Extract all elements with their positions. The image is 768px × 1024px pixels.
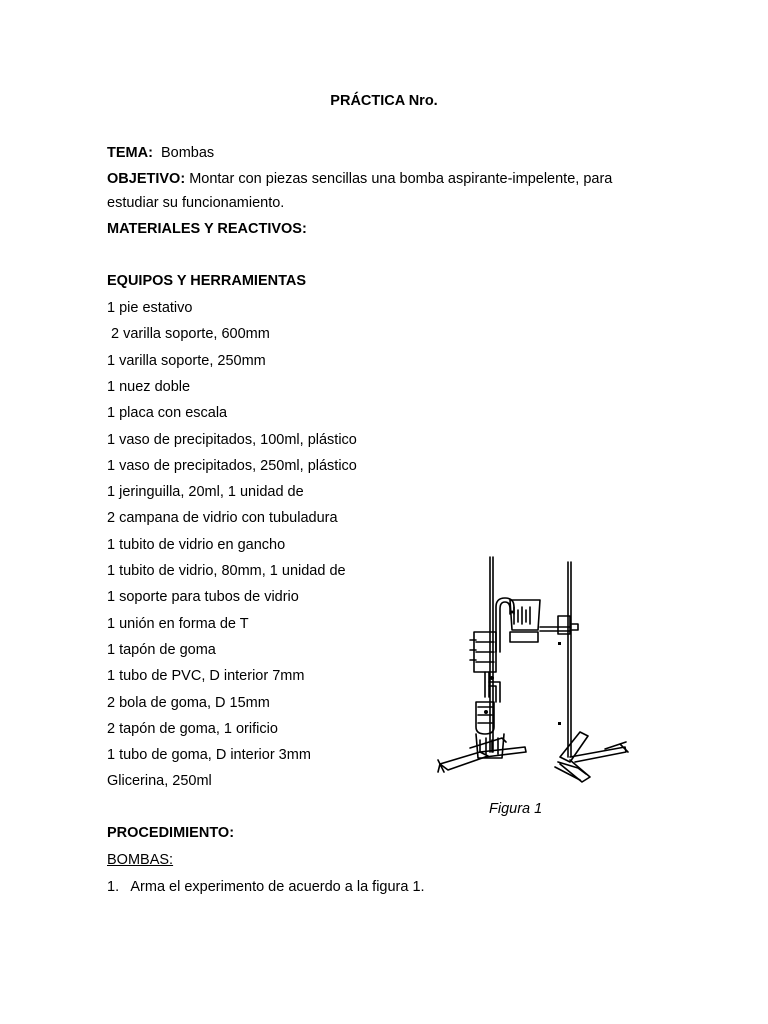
equipo-item: 2 varilla soporte, 600mm: [107, 326, 270, 342]
equipo-item: 1 varilla soporte, 250mm: [107, 353, 266, 369]
equipos-heading: EQUIPOS Y HERRAMIENTAS: [107, 273, 307, 289]
equipo-item: 1 vaso de precipitados, 100ml, plástico: [107, 432, 357, 448]
tema-label: TEMA:: [107, 145, 153, 161]
objetivo-text-1: Montar con piezas sencillas una bomba aspirante-impelente, para: [189, 171, 613, 187]
objetivo-line-1: [107, 170, 612, 188]
procedimiento-heading: PROCEDIMIENTO:: [107, 825, 235, 841]
equipo-item: 1 tubo de PVC, D interior 7mm: [107, 668, 305, 684]
equipo-item: Glicerina, 250ml: [107, 773, 212, 789]
equipo-item: 1 tubo de goma, D interior 3mm: [107, 747, 311, 763]
objetivo-text-2: estudiar su funcionamiento.: [107, 195, 285, 211]
equipo-item: 2 bola de goma, D 15mm: [107, 695, 270, 711]
equipo-item: 1 tapón de goma: [107, 642, 216, 658]
equipo-item: 2 campana de vidrio con tubuladura: [107, 510, 338, 526]
equipo-item: 1 soporte para tubos de vidrio: [107, 589, 299, 605]
materiales-heading: MATERIALES Y REACTIVOS:: [107, 221, 307, 237]
objetivo-label: OBJETIVO:: [107, 171, 186, 187]
pump-apparatus-figure: [430, 552, 630, 792]
equipo-item: 2 tapón de goma, 1 orificio: [107, 721, 278, 737]
tema-value: Bombas: [160, 145, 215, 161]
page-title: PRÁCTICA Nro.: [330, 93, 438, 109]
equipo-item: 1 tubito de vidrio, 80mm, 1 unidad de: [107, 563, 346, 579]
equipo-item: 1 placa con escala: [107, 405, 228, 421]
bombas-heading: BOMBAS:: [107, 852, 174, 868]
equipo-item: 1 jeringuilla, 20ml, 1 unidad de: [107, 484, 304, 500]
equipo-item: 1 tubito de vidrio en gancho: [107, 537, 286, 553]
equipo-item: 1 nuez doble: [107, 379, 191, 395]
tema-line: [107, 144, 214, 162]
equipo-item: 1 vaso de precipitados, 250ml, plástico: [107, 458, 357, 474]
figure-caption: Figura 1: [489, 801, 543, 817]
equipo-item: 1 unión en forma de T: [107, 616, 249, 632]
procedure-step-1: 1. Arma el experimento de acuerdo a la figura 1.: [107, 879, 425, 895]
equipo-item: 1 pie estativo: [107, 300, 193, 316]
